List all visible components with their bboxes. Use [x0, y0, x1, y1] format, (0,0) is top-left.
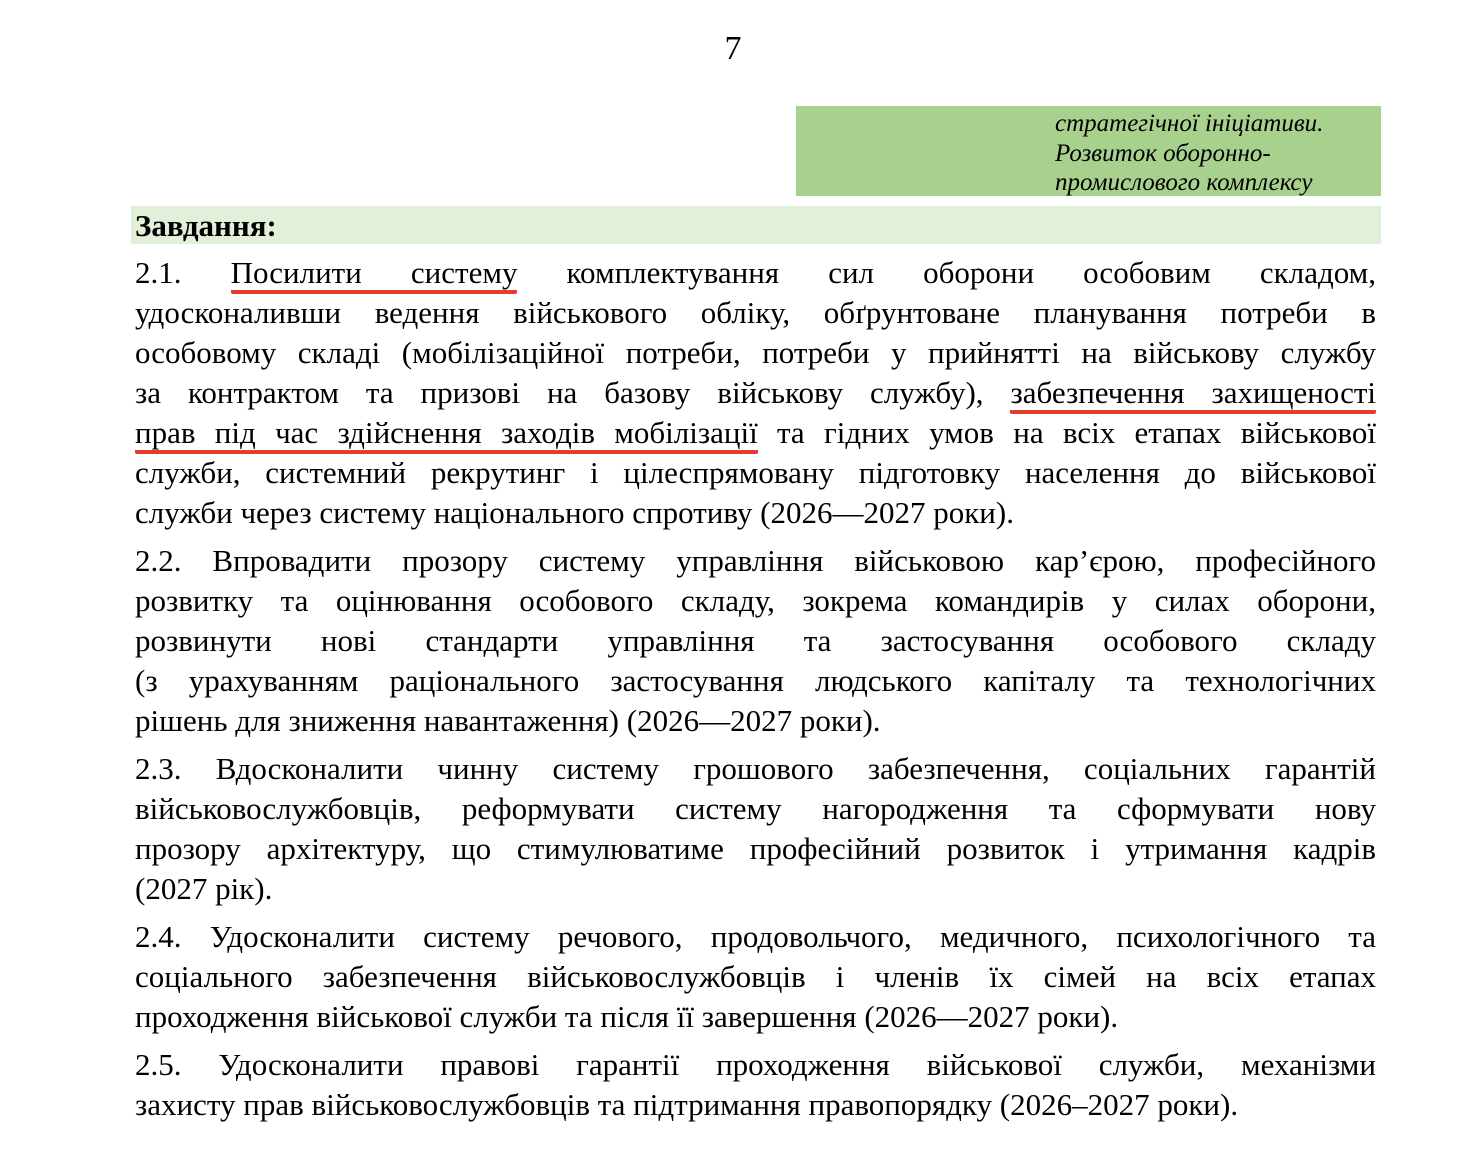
tasks-list	[135, 253, 1376, 1125]
text-line: (2027 рік).	[135, 871, 273, 906]
text-line: розвитку та оцінювання особового складу, зокрема командирів у силах оборони,	[135, 583, 1376, 618]
box-line: Розвиток оборонно-	[1055, 139, 1271, 167]
text-line: 2.1. Посилити систему комплектування сил оборони особовим складом,	[135, 253, 1376, 293]
highlight-underline: прав під час здійснення заходів мобілізації	[135, 415, 758, 454]
text-line: особовому складі (мобілізаційної потреби, потреби у прийнятті на військову службу	[135, 335, 1376, 370]
task-2-1	[135, 253, 1376, 533]
text-line: рішень для зниження навантаження) (2026—2027 роки).	[135, 703, 881, 738]
text-line: військовослужбовців, реформувати систему нагородження та сформувати нову	[135, 791, 1376, 826]
task-2-5	[135, 1045, 1376, 1125]
text-line: удосконаливши ведення військового обліку, обґрунтоване планування потреби в	[135, 295, 1376, 330]
text-line: соціального забезпечення військовослужбовців і членів їх сімей на всіх етапах	[135, 959, 1376, 994]
highlight-underline: забезпечення захищеності	[1010, 375, 1376, 414]
box-line: промислового комплексу	[1055, 169, 1313, 196]
tasks-header-band	[131, 206, 1381, 244]
highlight-underline: Посилити систему	[231, 255, 518, 294]
tasks-title: Завдання:	[135, 208, 277, 243]
text-line: розвинути нові стандарти управління та застосування особового складу	[135, 623, 1376, 658]
strategic-initiative-text	[1055, 109, 1375, 198]
text-line: прав під час здійснення заходів мобілізації та гідних умов на всіх етапах військової	[135, 413, 1376, 453]
task-2-3	[135, 749, 1376, 909]
text-line: служби через систему національного спротиву (2026—2027 роки).	[135, 495, 1014, 530]
text-line: проходження військової служби та після її завершення (2026—2027 роки).	[135, 999, 1119, 1034]
text-line: за контрактом та призові на базову військову службу), забезпечення захищеності	[135, 373, 1376, 413]
task-2-4	[135, 917, 1376, 1037]
task-2-2	[135, 541, 1376, 741]
box-line: стратегічної ініціативи.	[1055, 110, 1324, 137]
text-line: 2.2. Впровадити прозору систему управління військовою кар’єрою, професійного	[135, 543, 1376, 578]
text-line: (з урахуванням раціонального застосування людського капіталу та технологічних	[135, 663, 1376, 698]
text-line: служби, системний рекрутинг і цілеспрямовану підготовку населення до військової	[135, 455, 1376, 490]
text-line: 2.3. Вдосконалити чинну систему грошового забезпечення, соціальних гарантій	[135, 751, 1376, 786]
text-line: прозору архітектуру, що стимулюватиме професійний розвиток і утримання кадрів	[135, 831, 1376, 866]
text-line: 2.4. Удосконалити систему речового, продовольчого, медичного, психологічного та	[135, 919, 1376, 954]
text-line: захисту прав військовослужбовців та підтримання правопорядку (2026–2027 роки).	[135, 1087, 1239, 1122]
page-number: 7	[724, 30, 742, 67]
text-line: 2.5. Удосконалити правові гарантії проходження військової служби, механізми	[135, 1047, 1376, 1082]
